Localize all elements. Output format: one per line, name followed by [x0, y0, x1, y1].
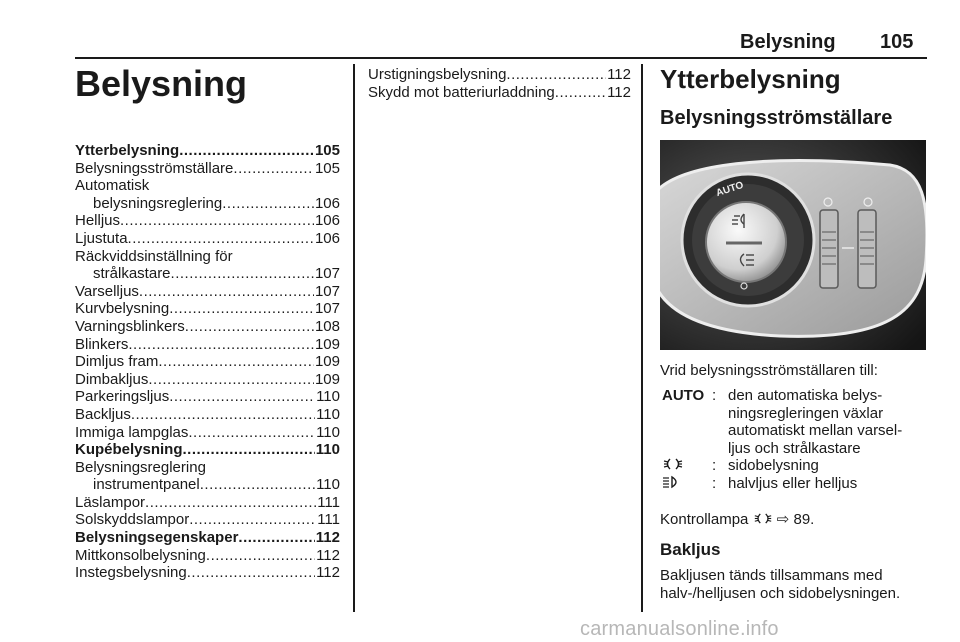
toc-dot-leader	[169, 300, 314, 318]
toc-section-entry[interactable]	[75, 142, 340, 160]
toc-entry-title: Urstigningsbelysning	[368, 66, 507, 83]
toc-dot-leader	[120, 212, 314, 230]
toc-page-number: 109	[314, 353, 340, 371]
toc-dot-leader	[189, 511, 316, 529]
toc-page-number: 105	[314, 159, 340, 177]
toc-dot-leader	[187, 564, 315, 582]
running-title: Belysning	[740, 31, 836, 53]
watermark: carmanualsonline.info	[580, 618, 779, 640]
column-divider-left	[353, 64, 355, 612]
toc-entry-title: Backljus	[75, 405, 131, 423]
toc-entry[interactable]	[75, 230, 340, 248]
toc-entry[interactable]	[75, 160, 340, 178]
toc-entry-title: Dimbakljus	[75, 370, 149, 388]
toc-page-number: 112	[315, 529, 340, 547]
toc-page-number: 109	[314, 370, 340, 388]
left-column	[75, 64, 340, 582]
toc-entry[interactable]	[75, 547, 340, 565]
toc-entry[interactable]	[75, 388, 340, 406]
toc-page-number: 107	[314, 300, 340, 318]
toc-page-number: 110	[316, 423, 340, 441]
toc-dot-leader	[183, 441, 315, 459]
toc-dot-leader	[145, 494, 316, 512]
table-of-contents	[75, 142, 340, 582]
toc-page-number: 110	[316, 405, 340, 423]
definition-value	[728, 457, 930, 475]
control-lamp-label: Kontrollampa	[660, 511, 749, 528]
toc-entry-title: Blinkers	[75, 335, 129, 353]
toc-section-entry[interactable]	[75, 441, 340, 459]
column-divider-right	[641, 64, 643, 612]
toc-entry-title-cont: belysningsreglering	[93, 194, 223, 212]
middle-column	[368, 66, 631, 101]
sidelight-icon	[753, 512, 773, 525]
toc-entry[interactable]	[75, 300, 340, 318]
toc-page-number: 111	[317, 493, 340, 511]
toc-entry-title: Skydd mot batteriurladdning	[368, 83, 555, 101]
definition-line: sidobelysning	[728, 457, 819, 475]
toc-dot-leader	[222, 195, 314, 213]
light-switch-photo	[660, 140, 926, 350]
dimmer-wheel-right	[858, 210, 876, 288]
toc-dot-leader	[128, 230, 314, 248]
toc-entry-title: Belysningsegenskaper	[75, 529, 239, 547]
definition-separator: :	[712, 474, 717, 492]
toc-entry-title: Solskyddslampor	[75, 511, 190, 529]
toc-entry-title: Belysningsströmställare	[75, 159, 234, 177]
toc-entry-title: Dimljus fram	[75, 353, 159, 371]
toc-entry-title: Varselljus	[75, 282, 139, 300]
toc-entry[interactable]	[75, 371, 340, 389]
toc-entry[interactable]	[368, 84, 631, 102]
toc-page-number: 106	[314, 229, 340, 247]
definition-line: den automatiska belys-	[728, 387, 883, 404]
toc-dot-leader	[233, 160, 314, 178]
right-column	[660, 64, 930, 130]
backlight-text	[660, 567, 935, 602]
toc-page-number: 107	[314, 265, 340, 283]
backlight-title: Bakljus	[660, 540, 721, 559]
toc-entry-title: Ytterbelysning	[75, 142, 180, 159]
toc-dot-leader	[185, 318, 314, 336]
toc-entry-title: Räckviddsinställning för	[75, 247, 233, 265]
toc-page-number: 110	[316, 476, 340, 494]
toc-entry[interactable]	[75, 564, 340, 582]
toc-dot-leader	[148, 371, 314, 389]
toc-entry-title: Helljus	[75, 212, 121, 230]
toc-page-number: 110	[316, 388, 340, 406]
toc-dot-leader	[555, 84, 606, 102]
toc-entry-title: Kupébelysning	[75, 441, 183, 459]
toc-dot-leader	[206, 547, 315, 565]
chapter-title: Belysning	[75, 63, 248, 104]
headlight-icon	[662, 475, 684, 494]
toc-page-number: 112	[607, 66, 631, 83]
definition-line: ljus och strålkastare	[728, 439, 861, 457]
toc-entry[interactable]	[75, 283, 340, 301]
definition-value	[728, 475, 930, 493]
definition-auto	[660, 387, 930, 457]
toc-entry[interactable]	[368, 66, 631, 84]
toc-entry-title: Mittkonsolbelysning	[75, 546, 206, 564]
toc-entry[interactable]	[75, 212, 340, 230]
header-rule	[75, 57, 927, 59]
dimmer-wheel-left	[820, 210, 838, 288]
toc-entry[interactable]	[75, 353, 340, 371]
toc-page-number: 112	[607, 83, 631, 101]
backlight-text-line-2: halv-/helljusen och sidobelysningen.	[660, 584, 901, 602]
toc-dot-leader	[200, 476, 315, 494]
toc-page-number: 112	[316, 546, 340, 564]
toc-page-number: 105	[314, 142, 340, 159]
page-number: 105	[880, 31, 914, 53]
toc-entry[interactable]	[75, 511, 340, 529]
toc-dot-leader	[128, 336, 314, 354]
toc-page-number: 110	[315, 441, 340, 459]
toc-entry[interactable]	[75, 318, 340, 336]
definition-key: AUTO	[662, 387, 705, 404]
toc-dot-leader	[188, 424, 315, 442]
section-title: Ytterbelysning	[660, 64, 841, 94]
toc-dot-leader	[131, 406, 315, 424]
toc-entry-title: Belysningsreglering	[75, 458, 206, 476]
toc-entry[interactable]	[75, 336, 340, 354]
toc-entry-title: Läslampor	[75, 493, 146, 511]
toc-entry[interactable]	[75, 177, 340, 212]
definition-headlight	[660, 475, 930, 493]
definition-line: automatiskt mellan varsel-	[728, 422, 903, 440]
toc-entry-title: Immiga lampglas	[75, 423, 189, 441]
toc-page-number: 111	[317, 511, 340, 529]
toc-dot-leader	[238, 529, 314, 547]
toc-dot-leader	[179, 142, 314, 160]
toc-entry-title: Parkeringsljus	[75, 388, 170, 406]
instruction-text: Vrid belysningsströmställaren till:	[660, 362, 878, 379]
toc-entry-title: Varningsblinkers	[75, 317, 185, 335]
definition-sidelight	[660, 457, 930, 475]
toc-entry-title: Kurvbelysning	[75, 300, 170, 318]
toc-entry-title-cont: instrumentpanel	[93, 476, 200, 494]
control-lamp-text	[660, 511, 930, 529]
toc-dot-leader	[169, 388, 315, 406]
definition-line: halvljus eller helljus	[728, 474, 858, 492]
toc-dot-leader	[139, 283, 314, 301]
definition-separator: :	[712, 457, 717, 475]
toc-entry-title: Ljustuta	[75, 229, 128, 247]
toc-page-number: 106	[314, 212, 340, 230]
toc-dot-leader	[158, 353, 314, 371]
toc-entry[interactable]	[75, 406, 340, 424]
definition-value	[728, 387, 930, 457]
page-header	[0, 0, 960, 58]
definition-line: ningsregleringen växlar	[728, 404, 884, 422]
toc-entry[interactable]	[75, 494, 340, 512]
toc-page-number: 106	[314, 194, 340, 212]
toc-entry-title: Automatisk	[75, 177, 150, 195]
table-of-contents-continued	[368, 66, 631, 101]
subsection-title: Belysningsströmställare	[660, 107, 893, 129]
toc-dot-leader	[171, 265, 314, 283]
definition-separator: :	[712, 387, 717, 404]
definition-list	[660, 387, 930, 493]
toc-entry-title-cont: strålkastare	[93, 265, 171, 283]
toc-page-number: 112	[316, 564, 340, 582]
toc-page-number: 107	[314, 282, 340, 300]
toc-entry[interactable]	[75, 424, 340, 442]
toc-page-number: 108	[314, 317, 340, 335]
page-reference-arrow-icon: ⇨	[776, 511, 790, 528]
toc-entry-title: Instegsbelysning	[75, 564, 187, 582]
toc-dot-leader	[506, 66, 606, 84]
toc-page-number: 109	[314, 335, 340, 353]
backlight-text-line-1: Bakljusen tänds tillsammans med	[660, 567, 883, 584]
sidelight-icon	[662, 457, 684, 476]
toc-section-entry[interactable]	[75, 529, 340, 547]
auto-dial-label: AUTO	[714, 179, 746, 200]
toc-entry[interactable]	[75, 459, 340, 494]
page-reference-link[interactable]: 89.	[793, 511, 815, 528]
toc-entry[interactable]	[75, 248, 340, 283]
light-switch-illustration	[660, 140, 926, 350]
